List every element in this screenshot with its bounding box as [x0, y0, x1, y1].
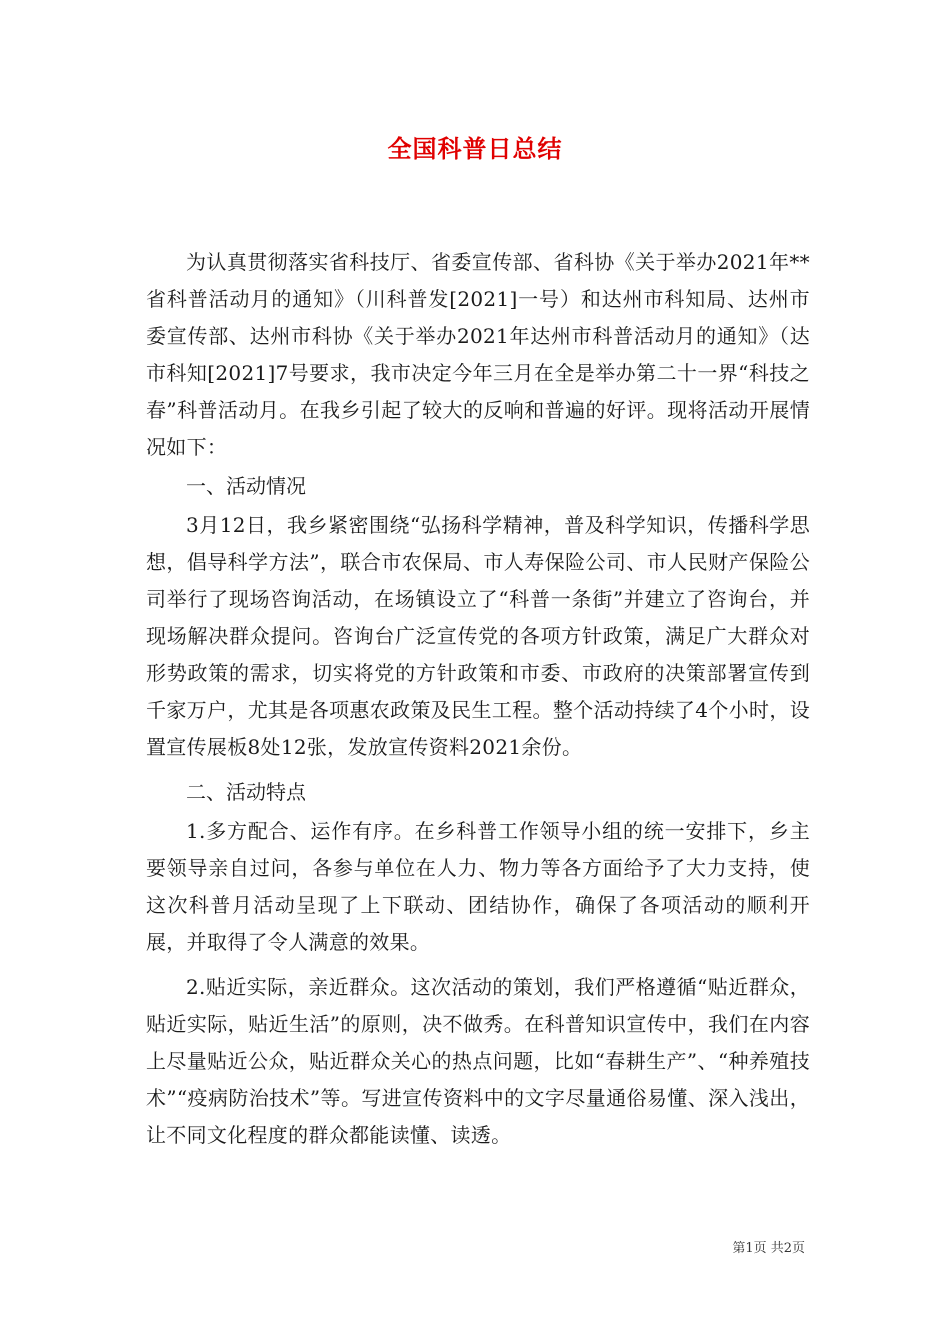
activity-paragraph: 3月12日，我乡紧密围绕“弘扬科学精神，普及科学知识，传播科学思想，倡导科学方法”，联合市农保局、市人寿保险公司、市人民财产保险公司举行了现场咨询活动，在场镇设立了“科普一条街”并建立了咨询台，并现场解决群众提问。咨询台广泛宣传党的各项方针政策，满足广大群众对形势政策的需求，切实将党的方针政策和市委、市政府的决策部署宣传到千家万户，尤其是各项惠农政策及民生工程。整个活动持续了4个小时，设置宣传展板8处12张，发放宣传资料2021余份。 — [146, 513, 810, 759]
feature-paragraph-1: 1.多方配合、运作有序。在乡科普工作领导小组的统一安排下，乡主要领导亲自过问，各参与单位在人力、物力等各方面给予了大力支持，使这次科普月活动呈现了上下联动、团结协作，确保了各项活动的顺利开展，并取得了令人满意的效果。 — [146, 819, 810, 954]
document-title: 全国科普日总结 — [387, 134, 563, 163]
page-number-label: 第1页 共2页 — [732, 1241, 805, 1256]
page-number-footer — [732, 1240, 805, 1258]
intro-paragraph: 为认真贯彻落实省科技厅、省委宣传部、省科协《关于举办2021年**省科普活动月的通知》（川科普发[2021]一号）和达州市科知局、达州市委宣传部、达州市科协《关于举办2021年达州市科普活动月的通知》（达市科知[2021]7号要求，我市决定今年三月在全是举办第二十一界“科技之春”科普活动月。在我乡引起了较大的反响和普遍的好评。现将活动开展情况如下： — [146, 250, 810, 459]
section-heading-activity: 一、活动情况 — [186, 474, 306, 498]
document-body — [146, 244, 810, 1154]
feature-paragraph-2: 2.贴近实际，亲近群众。这次活动的策划，我们严格遵循“贴近群众，贴近实际，贴近生活”的原则，决不做秀。在科普知识宣传中，我们在内容上尽量贴近公众，贴近群众关心的热点问题，比如“春耕生产”、“种养殖技术”“疫病防治技术”等。写进宣传资料中的文字尽量通俗易懂、深入浅出，让不同文化程度的群众都能读懂、读透。 — [146, 975, 810, 1147]
section-heading-features: 二、活动特点 — [186, 780, 306, 804]
